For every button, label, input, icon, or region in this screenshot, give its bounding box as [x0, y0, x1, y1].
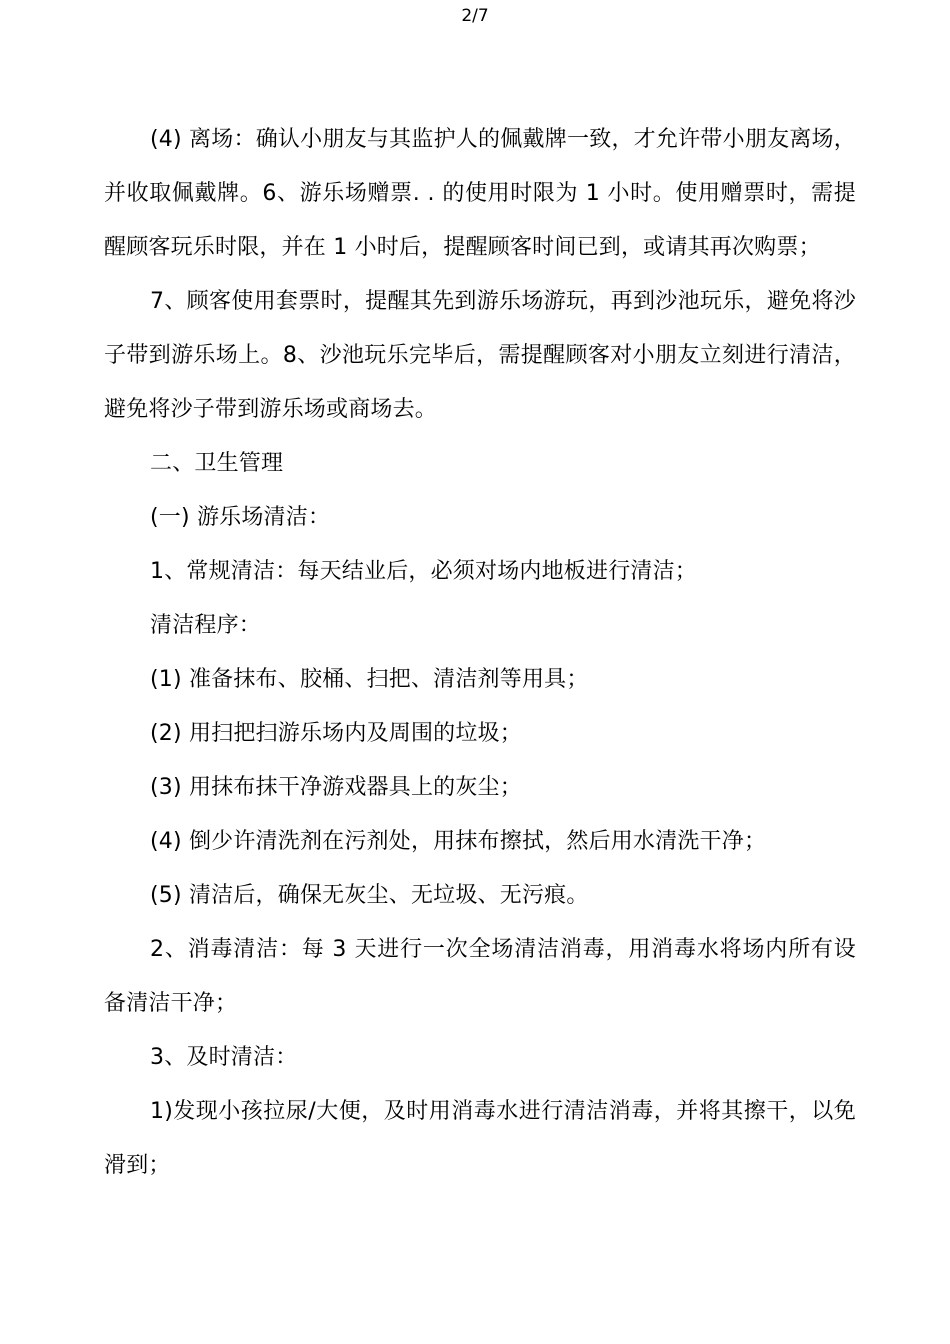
list-item-step-3: (3) 用抹布抹干净游戏器具上的灰尘；	[150, 775, 522, 800]
paragraph-routine-cleaning: 1、常规清洁：每天结业后，必须对场内地板进行清洁；	[150, 559, 697, 584]
paragraph-package-ticket: 7、顾客使用套票时，提醒其先到游乐场游玩，再到沙池玩乐，避免将沙子带到游乐场上。8、沙池玩乐完毕后，需提醒顾客对小朋友立刻进行清洁，避免将沙子带到游乐场或商场去。	[104, 289, 856, 422]
list-item-step-1: (1) 准备抹布、胶桶、扫把、清洁剂等用具；	[150, 667, 589, 692]
list-item-step-2: (2) 用扫把扫游乐场内及周围的垃圾；	[150, 721, 522, 746]
list-item-step-5: (5) 清洁后，确保无灰尘、无垃圾、无污痕。	[150, 883, 589, 908]
list-item-step-4: (4) 倒少许清洗剂在污剂处，用抹布擦拭，然后用水清洗干净；	[150, 829, 767, 854]
page-number: 2/7	[461, 6, 489, 26]
paragraph-timely-cleaning: 3、及时清洁：	[150, 1045, 298, 1070]
label-cleaning-procedure: 清洁程序：	[150, 613, 262, 638]
section-heading-hygiene: 二、卫生管理	[150, 451, 284, 476]
paragraph-disinfection: 2、消毒清洁：每 3 天进行一次全场清洁消毒，用消毒水将场内所有设备清洁干净；	[104, 937, 856, 1016]
subsection-heading-cleaning: (一) 游乐场清洁：	[150, 505, 331, 530]
paragraph-accident-cleaning: 1)发现小孩拉尿/大便，及时用消毒水进行清洁消毒，并将其擦干，以免滑到；	[104, 1099, 856, 1178]
document-body	[104, 113, 856, 1193]
paragraph-exit-procedure: (4) 离场：确认小朋友与其监护人的佩戴牌一致，才允许带小朋友离场，并收取佩戴牌。6、游乐场赠票. . 的使用时限为 1 小时。使用赠票时，需提醒顾客玩乐时限，并在 1 小时后，提醒顾客时间已到，或请其再次购票；	[104, 127, 856, 260]
